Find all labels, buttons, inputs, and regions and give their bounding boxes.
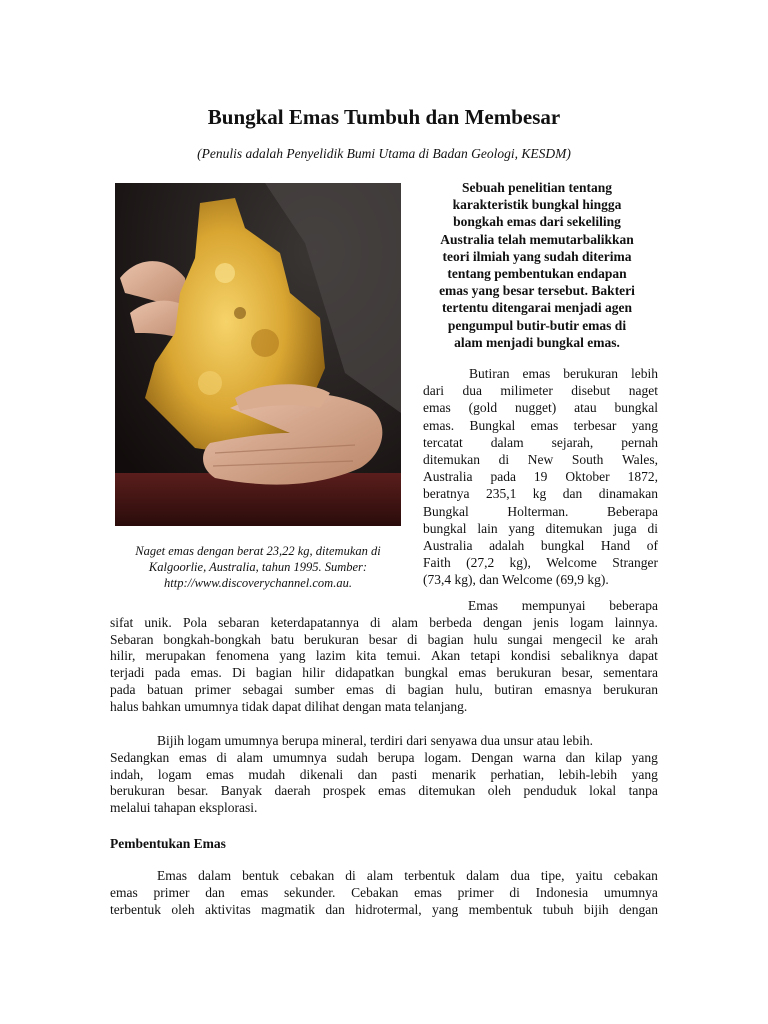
- text-line: Emas dalam bentuk cebakan di alam terbentuk dalam dua tipe, yaitu cebakan: [157, 868, 658, 883]
- caption-line: Naget emas dengan berat 23,22 kg, ditemukan di: [135, 544, 381, 558]
- text-line: ditemukan di New South Wales,: [423, 451, 658, 467]
- paragraph-gold-properties: [110, 598, 658, 716]
- lead-line: emas yang besar tersebut. Bakteri: [439, 283, 635, 299]
- text-line: Bijih logam umumnya berupa mineral, terdiri dari senyawa dua unsur atau lebih.: [157, 733, 594, 748]
- lead-line: alam menjadi bungkal emas.: [454, 334, 620, 350]
- text-line: Australia pada 19 Oktober 1872,: [423, 469, 658, 485]
- text-line: emas primer dan emas sekunder. Cebakan emas primer di Indonesia umumnya: [110, 884, 658, 900]
- text-line: dari dua milimeter disebut naget: [423, 383, 658, 399]
- text-line: (73,4 kg), dan Welcome (69,9 kg).: [423, 572, 609, 588]
- lead-line: Australia telah memutarbalikkan: [440, 231, 634, 247]
- lead-line: pengumpul butir-butir emas di: [447, 317, 627, 333]
- paragraph-gold-formation: [110, 868, 658, 918]
- text-line: terjadi pada emas. Di bagian hilir didapatkan bungkal emas berukuran besar, sementara: [110, 665, 658, 681]
- text-line: Bungkal Holterman. Beberapa: [423, 503, 658, 519]
- lead-line: teori ilmiah yang sudah diterima: [442, 248, 632, 264]
- lead-line: bongkah emas dari sekeliling: [453, 214, 621, 230]
- text-line: Sedangkan emas di alam umumnya sudah berupa logam. Dengan warna dan kilap yang: [110, 749, 658, 765]
- text-line: indah, logam emas mudah dikenali dan pasti menarik perhatian, lebih-lebih yang: [110, 766, 658, 782]
- text-line: tercatat dalam sejarah, pernah: [423, 434, 658, 450]
- gold-nugget-image: [115, 183, 401, 526]
- text-line: berukuran besar. Banyak daerah prospek emas ditemukan oleh penduduk lokal tanpa: [110, 783, 658, 799]
- article-title: Bungkal Emas Tumbuh dan Membesar: [207, 105, 561, 129]
- text-line: emas (gold nugget) atau bungkal: [423, 400, 658, 416]
- section-heading: Pembentukan Emas: [110, 836, 226, 851]
- text-line: pada batuan primer sebagai sumber emas di bagian hulu, butiran emasnya berukuran: [110, 681, 658, 697]
- text-line: terbentuk oleh aktivitas magmatik dan hidrotermal, yang membentuk tubuh bijih dengan: [110, 901, 658, 917]
- text-line: Butiran emas berukuran lebih: [469, 366, 658, 381]
- text-line: beratnya 235,1 kg dan dinamakan: [423, 486, 658, 502]
- text-line: halus bahkan umumnya tidak dapat dilihat dengan mata telanjang.: [110, 698, 468, 714]
- text-line: Faith (27,2 kg), Welcome Stranger: [423, 555, 658, 571]
- text-line: melalui tahapan eksplorasi.: [110, 800, 258, 816]
- text-line: Sebaran bongkah-bongkah batu berukuran besar di bagian hulu sungai mengecil ke arah: [110, 631, 658, 647]
- paragraph-metal-ore: [110, 733, 658, 817]
- photo-caption: [110, 543, 406, 591]
- caption-line: Kalgoorlie, Australia, tahun 1995. Sumber:: [148, 560, 368, 574]
- paragraph-nugget-definition: [423, 365, 658, 588]
- lead-line: tertentu ditengarai menjadi agen: [441, 300, 633, 316]
- text-line: Emas mempunyai beberapa: [468, 598, 658, 613]
- text-line: emas. Bungkal emas terbesar yang: [423, 417, 658, 433]
- lead-line: Sebuah penelitian tentang: [461, 180, 613, 195]
- lead-line: karakteristik bungkal hingga: [452, 197, 622, 213]
- author-note: (Penulis adalah Penyelidik Bumi Utama di Badan Geologi, KESDM): [197, 146, 571, 161]
- lead-line: tentang pembentukan endapan: [447, 266, 627, 282]
- lead-paragraph: [416, 179, 658, 351]
- text-line: sifat unik. Pola sebaran keterdapatannya di alam berbeda dengan jenis logam lainnya.: [110, 614, 658, 630]
- text-line: hilir, merupakan fenomena yang lazim kita temui. Akan tetapi kondisi sebaliknya dapat: [110, 648, 658, 664]
- caption-line: http://www.discoverychannel.com.au.: [164, 576, 352, 590]
- text-line: bungkal lain yang ditemukan juga di: [423, 520, 658, 536]
- text-line: Australia adalah bungkal Hand of: [423, 537, 658, 553]
- gold-nugget-photo: [115, 183, 401, 526]
